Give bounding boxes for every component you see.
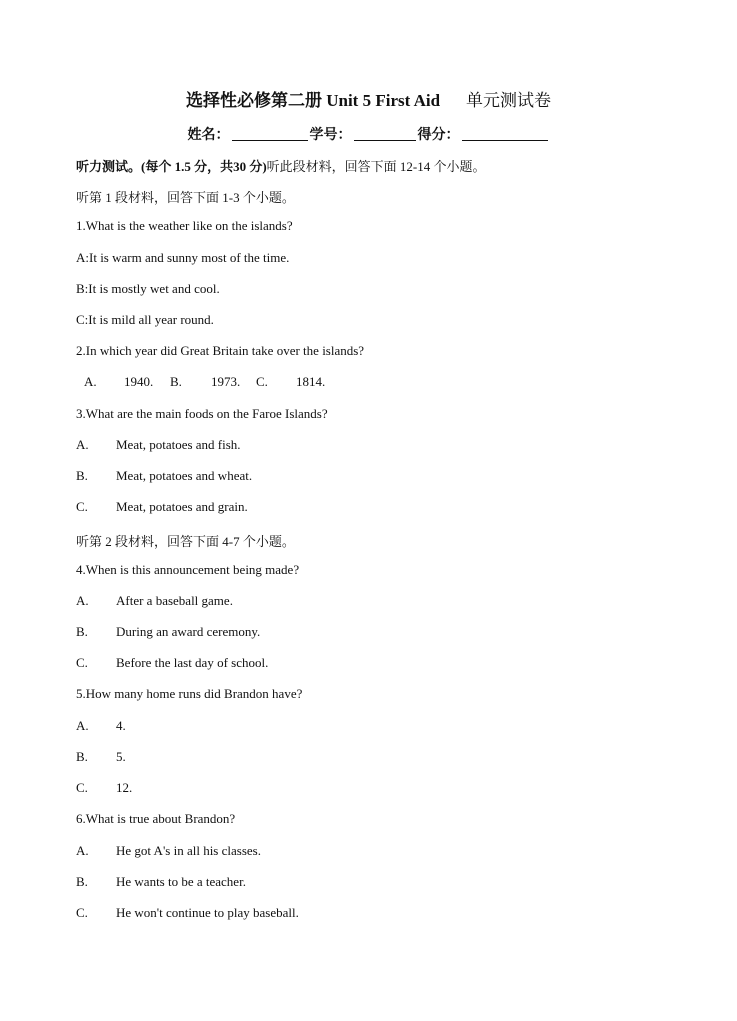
q2-option-a: 1940.: [124, 374, 154, 389]
q5-text: 5.How many home runs did Brandon have?: [76, 686, 303, 701]
intro-rest: 听此段材料，回答下面 12-14 个小题。: [266, 159, 486, 174]
q1-option-c: C:It is mild all year round.: [76, 312, 214, 327]
q6-c-label: C.: [76, 905, 88, 920]
q2-a-label: A.: [84, 374, 97, 389]
q4-option-c-row: [76, 655, 268, 671]
section1-heading: 听第 1 段材料，回答下面 1-3 个小题。: [76, 190, 295, 205]
q1-option-b: B:It is mostly wet and cool.: [76, 281, 220, 296]
score-blank[interactable]: [462, 126, 548, 141]
listening-intro: [76, 156, 486, 175]
q3-b-label: B.: [76, 468, 88, 483]
section2-heading: 听第 2 段材料，回答下面 4-7 个小题。: [76, 534, 295, 549]
q4-a-label: A.: [76, 593, 89, 608]
q6-text: 6.What is true about Brandon?: [76, 811, 236, 826]
id-blank[interactable]: [354, 126, 416, 141]
q4-option-b: During an award ceremony.: [116, 624, 261, 639]
id-label: 学号：: [309, 128, 352, 143]
name-blank[interactable]: [232, 126, 308, 141]
q3-a-label: A.: [76, 437, 89, 452]
q4-option-b-row: [76, 624, 260, 640]
q5-option-b-row: [76, 749, 126, 765]
q4-c-label: C.: [76, 655, 88, 670]
q2-c-label: C.: [256, 374, 268, 389]
q3-option-a-row: [76, 437, 241, 453]
q3-option-b: Meat, potatoes and wheat.: [116, 468, 253, 483]
name-label: 姓名：: [187, 128, 230, 143]
q5-a-label: A.: [76, 718, 89, 733]
q2-options: [84, 374, 325, 390]
q6-option-b: He wants to be a teacher.: [116, 874, 246, 889]
student-info-fields: [0, 124, 737, 144]
q4-text: 4.When is this announcement being made?: [76, 562, 300, 577]
q3-text: 3.What are the main foods on the Faroe Islands?: [76, 406, 328, 421]
q6-option-c-row: [76, 905, 299, 921]
q3-option-b-row: [76, 468, 252, 484]
q3-option-a: Meat, potatoes and fish.: [116, 437, 241, 452]
title-suffix: 单元测试卷: [466, 91, 552, 110]
q5-c-label: C.: [76, 780, 88, 795]
q4-option-c: Before the last day of school.: [116, 655, 269, 670]
q4-option-a-row: [76, 593, 233, 609]
q3-option-c-row: [76, 499, 248, 515]
q2-b-label: B.: [170, 374, 182, 389]
q5-b-label: B.: [76, 749, 88, 764]
q6-option-c: He won't continue to play baseball.: [116, 905, 299, 920]
q6-option-a-row: [76, 843, 261, 859]
score-label: 得分：: [417, 128, 460, 143]
q2-text: 2.In which year did Great Britain take over the islands?: [76, 343, 365, 358]
q6-option-a: He got A's in all his classes.: [116, 843, 261, 858]
page-title: [0, 86, 737, 111]
q2-option-c: 1814.: [296, 374, 326, 389]
q1-option-a: A:It is warm and sunny most of the time.: [76, 250, 290, 265]
q3-option-c: Meat, potatoes and grain.: [116, 499, 248, 514]
q5-option-c: 12.: [116, 780, 133, 795]
title-main: 选择性必修第二册 Unit 5 First Aid: [185, 91, 441, 110]
q3-c-label: C.: [76, 499, 88, 514]
q2-option-b: 1973.: [211, 374, 241, 389]
q5-option-c-row: [76, 780, 132, 796]
q6-a-label: A.: [76, 843, 89, 858]
q6-option-b-row: [76, 874, 246, 890]
q4-b-label: B.: [76, 624, 88, 639]
q4-option-a: After a baseball game.: [116, 593, 233, 608]
q5-option-b: 5.: [116, 749, 126, 764]
intro-bold: 听力测试。(每个 1.5 分，共30 分): [76, 159, 267, 174]
q1-text: 1.What is the weather like on the islands?: [76, 218, 293, 233]
q6-b-label: B.: [76, 874, 88, 889]
q5-option-a-row: [76, 718, 126, 734]
q5-option-a: 4.: [116, 718, 126, 733]
